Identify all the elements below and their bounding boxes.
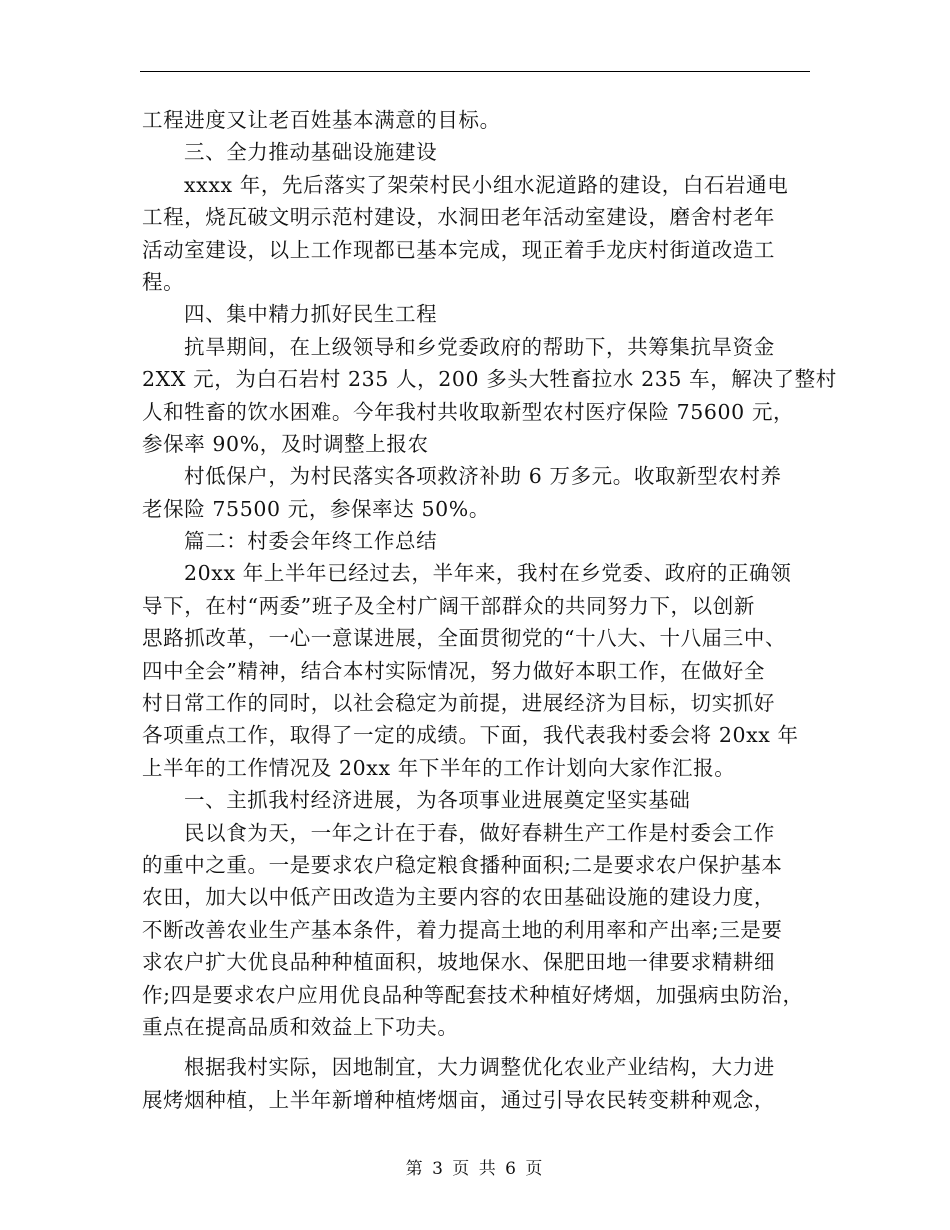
text-line: 参保率 90%，及时调整上报农: [142, 431, 429, 456]
text-line: 的重中之重。一是要求农户稳定粮食播种面积;二是要求农户保护基本: [142, 852, 783, 877]
page-number: 第 3 页 共 6 页: [405, 1159, 545, 1179]
text-line: 四中全会”精神，结合本村实际情况，努力做好本职工作，在做好全: [142, 658, 765, 683]
text-line: 程。: [142, 269, 185, 294]
text-line: 作;四是要求农户应用优良品种等配套技术种植好烤烟，加强病虫防治，: [142, 982, 804, 1007]
text-line: 根据我村实际，因地制宜，大力调整优化农业产业结构，大力进: [184, 1055, 775, 1080]
document-body: [142, 104, 837, 1116]
text-line: 村日常工作的同时，以社会稳定为前提，进展经济为目标，切实抓好: [142, 691, 775, 716]
text-line: 不断改善农业生产基本条件，着力提高土地的利用率和产出率;三是要: [142, 917, 783, 942]
text-line: 三、全力推动基础设施建设: [184, 140, 438, 165]
text-line: 四、集中精力抓好民生工程: [184, 302, 438, 327]
text-line: 工程进度又让老百姓基本满意的目标。: [142, 108, 501, 132]
text-line: 20xx 年上半年已经过去，半年来，我村在乡党委、政府的正确领: [184, 561, 792, 586]
text-line: 各项重点工作，取得了一定的成绩。下面，我代表我村委会将 20xx 年: [142, 723, 799, 748]
text-line: 重点在提高品质和效益上下功夫。: [142, 1014, 459, 1039]
text-line: 上半年的工作情况及 20xx 年下半年的工作计划向大家作汇报。: [142, 755, 736, 780]
text-line: 抗旱期间，在上级领导和乡党委政府的帮助下，共筹集抗旱资金: [184, 334, 775, 359]
text-line: 老保险 75500 元，参保率达 50%。: [142, 496, 490, 521]
text-line: 工程，烧瓦破文明示范村建设，水洞田老年活动室建设，磨舍村老年: [142, 205, 775, 230]
text-line: 民以食为天，一年之计在于春，做好春耕生产工作是村委会工作: [184, 820, 775, 845]
text-line: 人和牲畜的饮水困难。今年我村共收取新型农村医疗保险 75600 元，: [142, 399, 795, 424]
text-line: 求农户扩大优良品种种植面积，坡地保水、保肥田地一律要求精耕细: [142, 950, 775, 975]
header-rule: [140, 71, 810, 72]
text-line: 展烤烟种植，上半年新增种植烤烟亩，通过引导农民转变耕种观念，: [142, 1087, 775, 1112]
text-line: 思路抓改革，一心一意谋进展，全面贯彻党的“十八大、十八届三中、: [142, 626, 787, 651]
text-line: 一、主抓我村经济进展，为各项事业进展奠定坚实基础: [184, 788, 691, 813]
text-line: 2XX 元，为白石岩村 235 人，200 多头大牲畜拉水 235 车，解决了整村: [142, 367, 837, 392]
text-line: 导下，在村“两委”班子及全村广阔干部群众的共同努力下，以创新: [142, 593, 755, 618]
text-line: 篇二：村委会年终工作总结: [184, 529, 438, 554]
text-line: 农田，加大以中低产田改造为主要内容的农田基础设施的建设力度，: [142, 885, 775, 910]
text-line: xxxx 年，先后落实了架荣村民小组水泥道路的建设，白石岩通电: [184, 172, 789, 197]
text-line: 活动室建设，以上工作现都已基本完成，现正着手龙庆村街道改造工: [142, 237, 775, 262]
text-line: 村低保户，为村民落实各项救济补助 6 万多元。收取新型农村养: [184, 464, 782, 489]
